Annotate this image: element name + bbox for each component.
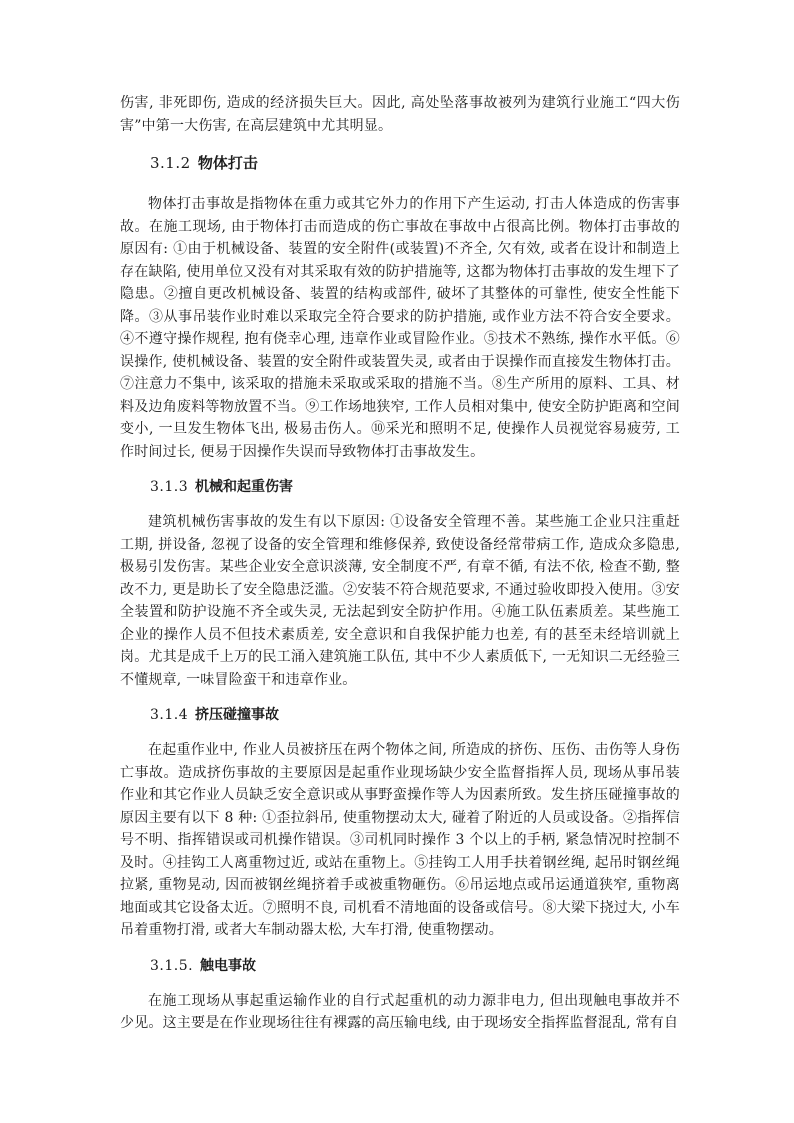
section-heading-3-1-3 xyxy=(120,477,680,497)
section-heading-3-1-4 xyxy=(120,705,680,725)
section-body-3-1-2: 物体打击事故是指物体在重力或其它外力的作用下产生运动, 打击人体造成的伤害事故。在施工现场, 由于物体打击而造成的伤亡事故在事故中占很高比例。物体打击事故的原因有: ①由于机械设备、装置的安全附件(或装置)不齐全, 欠有效, 或者在设计和制造上存在缺陷, 使用单位又没有对其采取有效的防护措施等, 这都为物体打击事故的发生埋下了隐患。②擅自更改机械设备、装置的结构或部件, 破坏了其整体的可靠性, 使安全性能下降。③从事吊装作业时难以采取完全符合要求的防护措施, 或作业方法不符合安全要求。④不遵守操作规程, 抱有侥幸心理, 违章作业或冒险作业。⑤技术不熟练, 操作水平低。⑥误操作, 使机械设备、装置的安全附件或装置失灵, 或者由于误操作而直接发生物体打击。⑦注意力不集中, 该采取的措施未采取或采取的措施不当。⑧生产所用的原料、工具、材料及边角废料等物放置不当。⑨工作场地狭窄, 工作人员相对集中, 使安全防护距离和空间变小, 一旦发生物体飞出, 极易击伤人。⑩采光和照明不足, 使操作人员视觉容易疲劳, 工作时间过长, 便易于因操作失误而导致物体打击事故发生。 xyxy=(120,196,680,460)
section-body-3-1-3: 建筑机械伤害事故的发生有以下原因: ①设备安全管理不善。某些施工企业只注重赶工期, 拼设备, 忽视了设备的安全管理和维修保养, 致使设备经常带病工作, 造成众多隐患, 极易引发伤害。某些企业安全意识淡薄, 安全制度不严, 有章不循, 有法不依, 检查不勤, 整改不力, 更是助长了安全隐患泛滥。②安装不符合规范要求, 不通过验收即投入使用。③安全装置和防护设施不齐全或失灵, 无法起到安全防护作用。④施工队伍素质差。某些施工企业的操作人员不但技术素质差, 安全意识和自我保护能力也差, 有的甚至未经培训就上岗。尤其是成千上万的民工涌入建筑施工队伍, 其中不少人素质低下, 一无知识二无经验三不懂规章, 一味冒险蛮干和违章作业。 xyxy=(120,514,680,688)
document-page xyxy=(120,92,680,1035)
section-number: 3.1.2 xyxy=(150,154,191,172)
section-body-3-1-5: 在施工现场从事起重运输作业的自行式起重机的动力源非电力, 但出现触电事故并不少见。这主要是在作业现场往往有裸露的高压输电线, 由于现场安全指挥监督混乱, 常有自 xyxy=(120,992,680,1031)
section-number: 3.1.5. xyxy=(150,957,194,974)
section-title: 挤压碰撞事故 xyxy=(195,707,279,723)
section-title: 触电事故 xyxy=(199,957,256,974)
intro-paragraph: 伤害, 非死即伤, 造成的经济损失巨大。因此, 高处坠落事故被列为建筑行业施工“四大伤害”中第一大伤害, 在高层建筑中尤其明显。 xyxy=(120,95,680,134)
section-number: 3.1.4 xyxy=(150,707,189,723)
section-body-3-1-4: 在起重作业中, 作业人员被挤压在两个物体之间, 所造成的挤伤、压伤、击伤等人身伤亡事故。造成挤伤事故的主要原因是起重作业现场缺少安全监督指挥人员, 现场从事吊装作业和其它作业人员缺乏安全意识或从事野蛮操作等人为因素所致。发生挤压碰撞事故的原因主要有以下 8 种: ①歪拉斜吊, 使重物摆动太大, 碰着了附近的人员或设备。②指挥信号不明、指挥错误或司机操作错误。③司机同时操作 3 个以上的手柄, 紧急情况时控制不及时。④挂钩工人离重物过近, 或站在重物上。⑤挂钩工人用手扶着钢丝绳, 起吊时钢丝绳拉紧, 重物晃动, 因而被钢丝绳挤着手或被重物砸伤。⑥吊运地点或吊运通道狭窄, 重物离地面或其它设备太近。⑦照明不良, 司机看不清地面的设备或信号。⑧大梁下挠过大, 小车吊着重物打滑, 或者大车制动器太松, 大车打滑, 使重物摆动。 xyxy=(120,742,680,938)
section-heading-3-1-2 xyxy=(120,153,680,173)
section-title: 机械和起重伤害 xyxy=(195,479,293,495)
section-heading-3-1-5 xyxy=(120,956,680,976)
section-number: 3.1.3 xyxy=(150,479,189,495)
section-title: 物体打击 xyxy=(197,154,258,172)
